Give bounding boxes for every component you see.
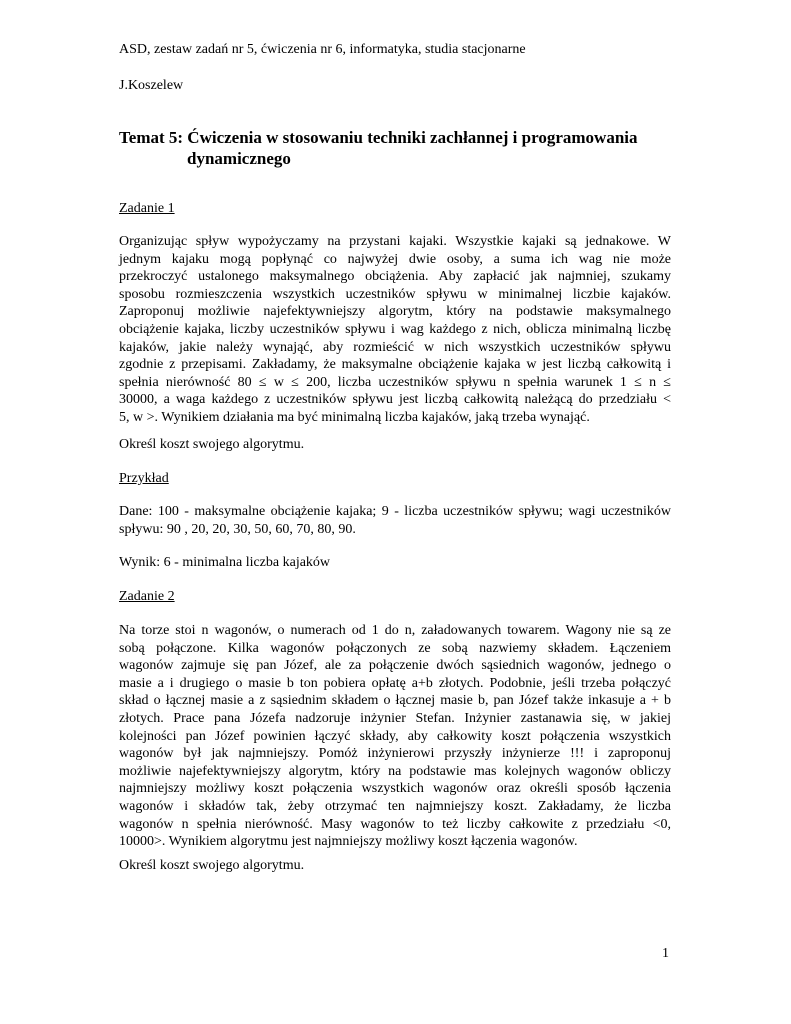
page-number: 1 bbox=[662, 946, 669, 961]
task2-line: wagonów zajmuje się pan Józef, ale za połączenie dwóch sąsiednich wagonów, jednego o bbox=[119, 658, 671, 674]
task2-line: masie a i drugiego o masie b ton pobiera opłatę a+b złotych. Podobnie, jeśli trzeba połączyć bbox=[119, 675, 671, 691]
example-data-line: Dane: 100 - maksymalne obciążenie kajaka; 9 - liczba uczestników spływu; wagi uczestników bbox=[119, 504, 671, 519]
task1-heading: Zadanie 1 bbox=[119, 201, 175, 216]
task2-line: sobą połączone. Kilka wagonów połączonych ze sobą nazwiemy składem. Łączeniem bbox=[119, 640, 671, 656]
example-data-line: spływu: 90 , 20, 20, 30, 50, 60, 70, 80, 90. bbox=[119, 521, 356, 537]
task1-line: kajaków, jakie należy wynająć, aby rozmieścić w nich wszystkich uczestników spływu bbox=[119, 339, 671, 355]
example-heading: Przykład bbox=[119, 471, 169, 486]
example-data bbox=[119, 503, 671, 538]
task1-line: 30000, a waga każdego z uczestników spływu jest liczbą całkowitą należącą do przedziału < bbox=[119, 392, 671, 408]
task1-line: 5, w >. Wynikiem działania ma być minimalną liczba kajaków, jaką trzeba wynająć. bbox=[119, 409, 590, 425]
task2-line: wagonów był jak najmniejszy. Pomóż inżynierowi przyszły inżynierze !!! i zaproponuj bbox=[119, 746, 671, 762]
task1-line: jednym kajaku mogą popłynąć co najwyżej dwie osoby, a suma ich wag nie może bbox=[119, 251, 671, 267]
task1-line: Organizując spływ wypożyczamy na przystani kajaki. Wszystkie kajaki są jednakowe. W bbox=[119, 234, 671, 249]
task2-line: złotych. Prace pana Józefa nadzoruje inżynier Stefan. Inżynier zastanawia się, w jakiej bbox=[119, 710, 671, 726]
title-line-1: Temat 5: Ćwiczenia w stosowaniu techniki zachłannej i programowania bbox=[119, 128, 638, 147]
task2-line: kolejności pan Józef powinien łączyć składy, aby całkowity koszt połączenia wszystkich bbox=[119, 728, 671, 744]
task2-line: skład o łącznej masie a z sąsiednim składem o łącznej masie b, pan Józef także inkasuje a + b bbox=[119, 693, 671, 709]
course-header: ASD, zestaw zadań nr 5, ćwiczenia nr 6, informatyka, studia stacjonarne bbox=[119, 42, 526, 57]
task2-cost: Określ koszt swojego algorytmu. bbox=[119, 858, 305, 873]
task2-line: najmniejszy możliwy koszt połączenia wszystkich wagonów oraz określi sposób łączenia bbox=[119, 781, 671, 797]
task1-line: Zaproponuj możliwie najefektywniejszy algorytm, który na podstawie maksymalnego bbox=[119, 304, 671, 320]
page-title bbox=[119, 127, 638, 169]
task2-line: Na torze stoi n wagonów, o numerach od 1 do n, załadowanych towarem. Wagony nie są ze bbox=[119, 623, 671, 638]
task1-line: sposobu rozmieszczenia wszystkich uczestników spływu w minimalnej liczbie kajaków. bbox=[119, 286, 671, 302]
task1-line: przekroczyć ustalonego maksymalnego obciążenia. Aby zapłacić jak najmniej, szukamy bbox=[119, 269, 671, 285]
task2-line: możliwie najefektywniejszy algorytm, który na podstawie mas kolejnych wagonów obliczy bbox=[119, 763, 671, 779]
task2-heading: Zadanie 2 bbox=[119, 589, 175, 604]
example-result: Wynik: 6 - minimalna liczba kajaków bbox=[119, 555, 331, 570]
task2-line: 10000>. Wynikiem algorytmu jest najmniejszy możliwy koszt łączenia wagonów. bbox=[119, 834, 578, 850]
task1-cost: Określ koszt swojego algorytmu. bbox=[119, 437, 305, 452]
task2-body bbox=[119, 622, 671, 851]
task2-line: wagonów n spełnia nierówność. Masy wagonów to też liczby całkowite z przedziału <0, bbox=[119, 816, 671, 832]
task1-line: obciążenie kajaka, liczby uczestników spływu i wag każdego z nich, oblicza minimalną liczbę bbox=[119, 321, 671, 337]
task1-line: zgodnie z przepisami. Zakładamy, że maksymalne obciążenie kajaka w jest liczbą całkowitą i bbox=[119, 357, 671, 373]
task1-line: spełnia nierówność 80 ≤ w ≤ 200, liczba uczestników spływu n spełnia warunek 1 ≤ n ≤ bbox=[119, 374, 671, 390]
author-name: J.Koszelew bbox=[119, 78, 184, 93]
task1-body bbox=[119, 233, 671, 427]
title-line-2: dynamicznego bbox=[187, 149, 291, 168]
task2-line: wagonów i składów tak, żeby otrzymać ten najmniejszy koszt. Zakładamy, że liczba bbox=[119, 798, 671, 814]
